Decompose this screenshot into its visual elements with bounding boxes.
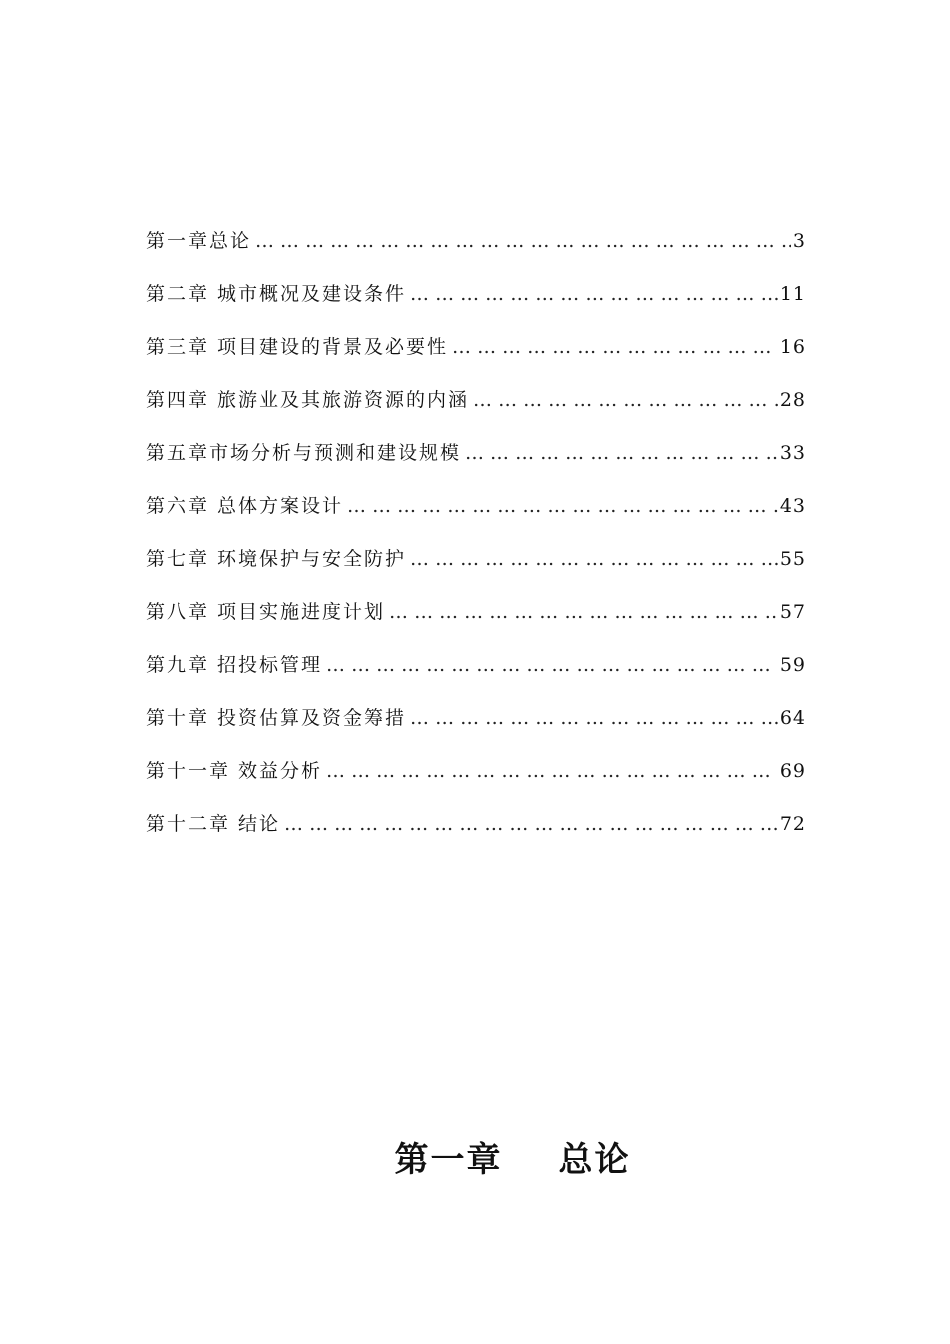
toc-dot-leader bbox=[452, 336, 778, 358]
toc-entry-page: 33 bbox=[779, 442, 806, 464]
toc-entry-page: 59 bbox=[779, 654, 806, 676]
toc-entry[interactable] bbox=[146, 279, 806, 332]
toc-dot-leader bbox=[347, 495, 778, 517]
toc-dot-leader bbox=[410, 707, 778, 729]
toc-dot-leader bbox=[255, 230, 791, 252]
toc-entry-page: 64 bbox=[779, 707, 806, 729]
toc-entry-label: 第六章 总体方案设计 bbox=[146, 495, 344, 517]
toc-dot-leader bbox=[410, 283, 778, 305]
toc-dot-leader bbox=[410, 548, 778, 570]
toc-dot-leader bbox=[284, 813, 778, 835]
toc-dot-leader bbox=[473, 389, 778, 411]
toc-entry-label: 第十一章 效益分析 bbox=[146, 760, 323, 782]
toc-entry-page: 57 bbox=[779, 601, 806, 623]
toc-dot-leader bbox=[326, 760, 778, 782]
toc-dot-leader bbox=[326, 654, 778, 676]
toc-entry[interactable] bbox=[146, 703, 806, 756]
toc-entry-page: 28 bbox=[779, 389, 806, 411]
toc-entry-label: 第二章 城市概况及建设条件 bbox=[146, 283, 407, 305]
chapter-title: 总论 bbox=[558, 1140, 631, 1180]
toc-entry-page: 11 bbox=[779, 283, 806, 305]
toc-entry[interactable] bbox=[146, 385, 806, 438]
toc-entry[interactable] bbox=[146, 332, 806, 385]
toc-entry[interactable] bbox=[146, 544, 806, 597]
toc-entry-page: 55 bbox=[779, 548, 806, 570]
toc-entry[interactable] bbox=[146, 438, 806, 491]
toc-entry[interactable] bbox=[146, 650, 806, 703]
toc-entry-page: 69 bbox=[779, 760, 806, 782]
toc-entry-label: 第一章总论 bbox=[146, 230, 252, 252]
toc-entry-label: 第三章 项目建设的背景及必要性 bbox=[146, 336, 449, 358]
toc-entry-page: 3 bbox=[792, 230, 806, 252]
toc-dot-leader bbox=[465, 442, 778, 464]
toc-entry-label: 第十章 投资估算及资金筹措 bbox=[146, 707, 407, 729]
toc-entry-page: 43 bbox=[779, 495, 806, 517]
toc-entry[interactable] bbox=[146, 597, 806, 650]
toc-dot-leader bbox=[389, 601, 778, 623]
toc-entry-label: 第七章 环境保护与安全防护 bbox=[146, 548, 407, 570]
toc-entry-label: 第四章 旅游业及其旅游资源的内涵 bbox=[146, 389, 470, 411]
toc-entry-label: 第九章 招投标管理 bbox=[146, 654, 323, 676]
toc-entry[interactable] bbox=[146, 226, 806, 279]
toc-entry-label: 第八章 项目实施进度计划 bbox=[146, 601, 386, 623]
toc-entry-label: 第十二章 结论 bbox=[146, 813, 281, 835]
toc-entry[interactable] bbox=[146, 491, 806, 544]
chapter-number: 第一章 bbox=[394, 1140, 503, 1180]
toc-entry[interactable] bbox=[146, 809, 806, 862]
table-of-contents bbox=[146, 226, 806, 862]
toc-entry-label: 第五章市场分析与预测和建设规模 bbox=[146, 442, 462, 464]
toc-entry-page: 16 bbox=[779, 336, 806, 358]
toc-entry-page: 72 bbox=[779, 813, 806, 835]
chapter-heading bbox=[0, 1132, 950, 1181]
toc-entry[interactable] bbox=[146, 756, 806, 809]
